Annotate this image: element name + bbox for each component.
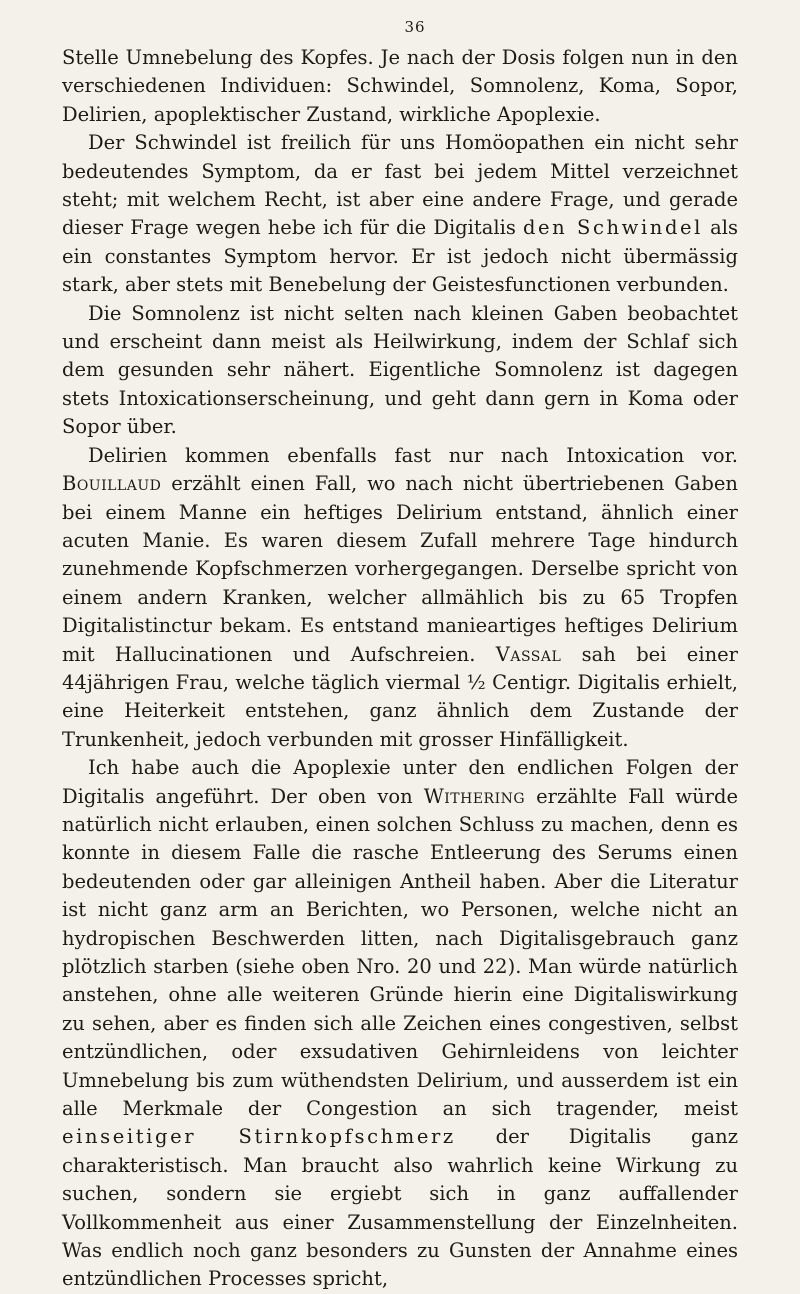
author-name: Withering: [423, 784, 526, 808]
body-text: [62, 44, 738, 1294]
paragraph-p2: [62, 129, 738, 299]
text-run: Delirien kommen ebenfalls fast nur nach Intoxication vor.: [88, 443, 738, 467]
paragraph-p4: [62, 442, 738, 754]
text-run: sah bei einer 44jährigen Frau, welche täglich viermal ½ Centigr. Digitalis erhielt, eine Heiterkeit entstehen, ganz ähnlich dem Zustande der Trunkenheit, jedoch verbunden mit grosser Hinfälligkeit.: [62, 642, 738, 751]
author-name: Vassal: [495, 642, 562, 666]
emphasized-text: den Schwindel: [522, 216, 704, 240]
text-run: Stelle Umnebelung des Kopfes. Je nach der Dosis folgen nun in den verschiedenen Individuen: Schwindel, Somnolenz, Koma, Sopor, Delirien, apoplektischer Zustand, wirkliche Apoplexie.: [62, 46, 738, 126]
text-run: erzählte Fall würde natürlich nicht erlauben, einen solchen Schluss zu machen, denn es konnte in diesem Falle die rasche Entleerung des Serums einen bedeutenden oder gar alleinigen Antheil haben. Aber die Literatur ist nicht ganz arm an Berichten, wo Personen, welche nicht an hydropischen Beschwerden litten, nach Digitalisgebrauch ganz plötzlich starben (siehe oben Nro. 20 und 22). Man würde natürlich anstehen, ohne alle weiteren Gründe hierin eine Digitaliswirkung zu sehen, aber es finden sich alle Zeichen eines congestiven, selbst entzündlichen, oder exsudativen Gehirnleidens von leichter Umnebelung bis zum wüthendsten Delirium, und ausserdem ist ein alle Merkmale der Congestion an sich tragender, meist: [62, 784, 738, 1121]
text-run: erzählt einen Fall, wo nach nicht übertriebenen Gaben bei einem Manne ein heftiges Delirium entstand, ähnlich einer acuten Manie. Es waren diesem Zufall mehrere Tage hindurch zunehmende Kopfschmerzen vorhergegangen. Derselbe spricht von einem andern Kranken, welcher allmählich bis zu 65 Tropfen Digitalistinctur bekam. Es entstand manieartiges heftiges Delirium mit Hallucinationen und Aufschreien.: [62, 472, 738, 666]
page-number: 36: [404, 18, 426, 36]
paragraph-p3: [62, 300, 738, 442]
paragraph-p1: [62, 44, 738, 129]
author-name: Bouillaud: [62, 472, 162, 496]
text-run: als ein constantes Symptom hervor. Er ist jedoch nicht übermässig stark, aber stets mit Benebelung der Geistesfunctionen verbunden.: [62, 216, 738, 297]
text-run: der Digitalis ganz charakteristisch. Man braucht also wahrlich keine Wirkung zu suchen, sondern sie ergiebt sich in ganz auffallender Vollkommenheit aus einer Zusammenstellung der Einzelnheiten. Was endlich noch ganz besonders zu Gunsten der Annahme eines entzündlichen Processes spricht,: [62, 1125, 738, 1291]
emphasized-text: einseitiger Stirnkopfschmerz: [62, 1125, 456, 1149]
text-run: Die Somnolenz ist nicht selten nach kleinen Gaben beobachtet und erscheint dann meist als Heilwirkung, indem der Schlaf sich dem gesunden sehr nähert. Eigentliche Somnolenz ist dagegen stets Intoxicationserscheinung, und geht dann gern in Koma oder Sopor über.: [62, 301, 738, 439]
paragraph-p5: [62, 754, 738, 1294]
text-run: Der Schwindel ist freilich für uns Homöopathen ein nicht sehr bedeutendes Symptom, da er fast bei jedem Mittel verzeichnet steht; mit welchem Recht, ist aber eine andere Frage, und gerade dieser Frage wegen hebe ich für die Digitalis: [62, 131, 738, 240]
text-run: Ich habe auch die Apoplexie unter den endlichen Folgen der Digitalis angeführt. Der oben von: [62, 756, 738, 808]
